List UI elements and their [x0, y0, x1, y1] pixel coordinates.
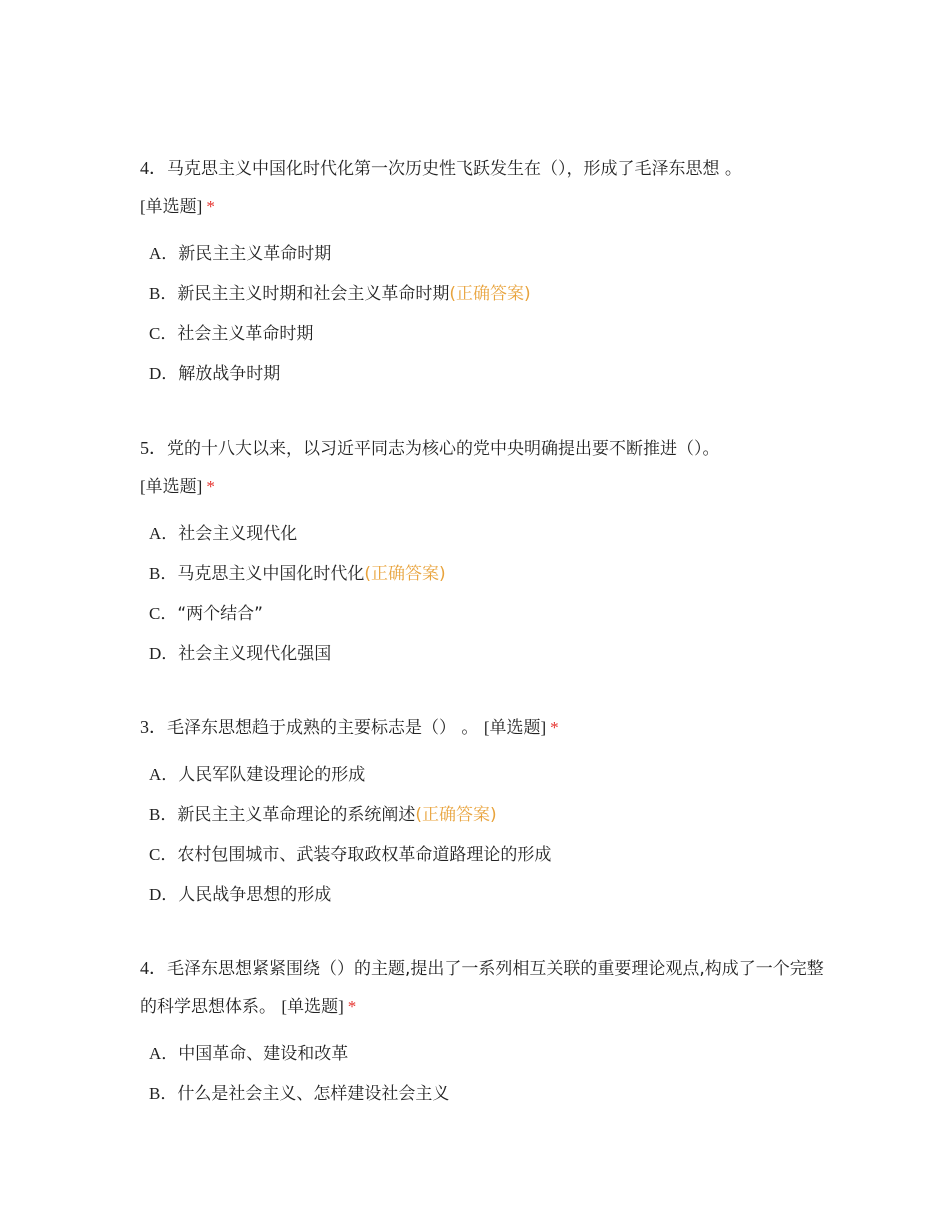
- question-title: [140, 150, 830, 226]
- correct-answer-tag: (正确答案): [449, 284, 531, 304]
- option-letter: B．: [149, 805, 178, 824]
- question-text: 马克思主义中国化时代化第一次历史性飞跃发生在（），形成了毛泽东思想 。: [167, 159, 742, 179]
- option-a[interactable]: [140, 234, 830, 274]
- option-text: 新民主主义时期和社会主义革命时期: [177, 284, 450, 304]
- question-block: [140, 430, 830, 674]
- question-number: 5．: [140, 438, 167, 458]
- question-text: 毛泽东思想紧紧围绕（）的主题,提出了一系列相互关联的重要理论观点,构成了一个完整的科学思想体系。: [140, 959, 824, 1017]
- option-b[interactable]: [140, 554, 830, 594]
- option-text: 社会主义现代化强国: [178, 644, 332, 664]
- question-title: [140, 709, 830, 747]
- option-letter: C．: [149, 604, 178, 623]
- question-number: 4．: [140, 958, 167, 978]
- option-text: 新民主主义革命时期: [178, 244, 332, 264]
- required-mark: *: [347, 997, 357, 1016]
- option-b[interactable]: [140, 795, 830, 835]
- option-d[interactable]: [140, 354, 830, 394]
- option-list: [140, 514, 830, 674]
- question-block: [140, 709, 830, 915]
- question-type-label: [单选题]: [483, 718, 547, 737]
- question-number: 3．: [140, 717, 167, 737]
- option-list: [140, 1034, 830, 1114]
- option-b[interactable]: [140, 274, 830, 314]
- option-letter: A．: [149, 765, 179, 784]
- option-text: 解放战争时期: [178, 364, 281, 384]
- correct-answer-tag: (正确答案): [364, 564, 446, 584]
- option-d[interactable]: [140, 634, 830, 674]
- option-text: 人民战争思想的形成: [178, 885, 332, 905]
- question-title: [140, 430, 830, 506]
- option-letter: D．: [149, 364, 179, 383]
- question-block: [140, 150, 830, 394]
- option-c[interactable]: [140, 835, 830, 875]
- option-text: 社会主义革命时期: [177, 324, 314, 344]
- option-text: 人民军队建设理论的形成: [178, 765, 366, 785]
- option-a[interactable]: [140, 755, 830, 795]
- option-letter: C．: [149, 845, 178, 864]
- required-mark: *: [206, 197, 215, 216]
- option-letter: D．: [149, 885, 179, 904]
- option-c[interactable]: [140, 594, 830, 634]
- required-mark: *: [550, 718, 559, 737]
- option-b[interactable]: [140, 1074, 830, 1114]
- question-text: 毛泽东思想趋于成熟的主要标志是（） 。: [167, 718, 479, 738]
- option-letter: A．: [149, 524, 179, 543]
- option-letter: C．: [149, 324, 178, 343]
- question-type-label: [单选题]: [140, 477, 203, 496]
- option-d[interactable]: [140, 875, 830, 915]
- option-a[interactable]: [140, 1034, 830, 1074]
- option-text: 中国革命、建设和改革: [178, 1044, 349, 1064]
- question-type-label: [单选题]: [140, 197, 203, 216]
- correct-answer-tag: (正确答案): [415, 805, 497, 825]
- option-text: 什么是社会主义、怎样建设社会主义: [177, 1084, 450, 1104]
- question-block: [140, 950, 830, 1114]
- option-letter: D．: [149, 644, 179, 663]
- option-text: 农村包围城市、武装夺取政权革命道路理论的形成: [177, 845, 552, 865]
- option-text: 社会主义现代化: [178, 524, 298, 544]
- required-mark: *: [206, 477, 215, 496]
- option-letter: B．: [149, 564, 178, 583]
- option-letter: B．: [149, 284, 178, 303]
- option-letter: B．: [149, 1084, 178, 1103]
- option-letter: A．: [149, 1044, 179, 1063]
- option-list: [140, 234, 830, 394]
- option-text: 马克思主义中国化时代化: [177, 564, 365, 584]
- option-c[interactable]: [140, 314, 830, 354]
- question-text: 党的十八大以来，以习近平同志为核心的党中央明确提出要不断推进（）。: [167, 439, 720, 459]
- option-a[interactable]: [140, 514, 830, 554]
- question-type-label: [单选题]: [281, 997, 344, 1016]
- option-letter: A．: [149, 244, 179, 263]
- option-text: 新民主主义革命理论的系统阐述: [177, 805, 416, 825]
- question-number: 4．: [140, 158, 167, 178]
- question-title: [140, 950, 830, 1026]
- option-list: [140, 755, 830, 915]
- option-text: “两个结合”: [177, 604, 263, 624]
